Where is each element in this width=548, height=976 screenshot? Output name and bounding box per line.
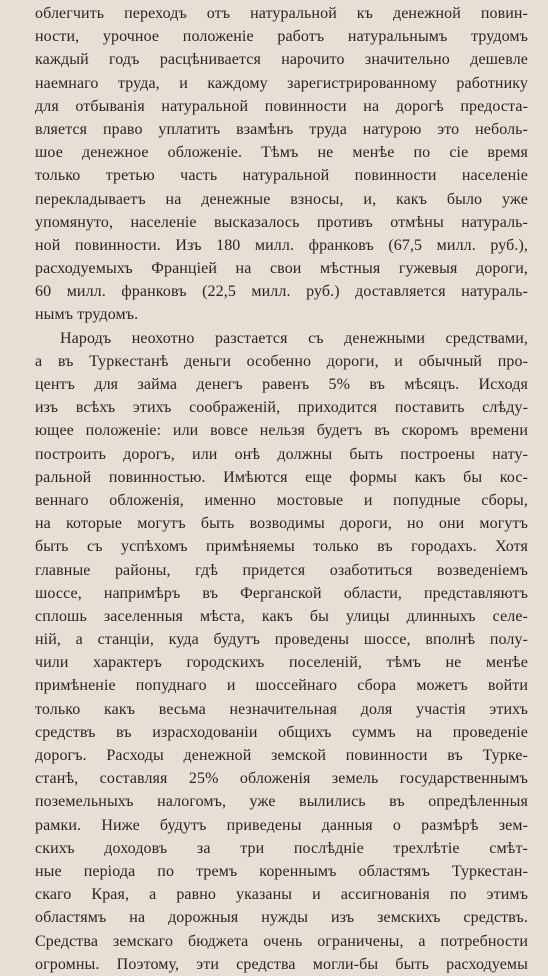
text-line: веннаго обложенія, именно мостовые и попудные сборы, xyxy=(35,491,528,509)
text-line: главные районы, гдѣ придется озаботиться возведеніемъ xyxy=(35,561,528,579)
text-line: шое денежное обложеніе. Тѣмъ не менѣе по сіе время xyxy=(35,144,528,162)
text-line: станѣ, составляя 25% обложенія земель государственнымъ xyxy=(35,770,528,788)
text-line: огромны. Поэтому, эти средства могли-бы быть расходуемы xyxy=(35,955,528,973)
text-line: центъ для займа денегъ равенъ 5% въ мѣсяцъ. Исходя xyxy=(35,376,528,393)
text-line: поземельныхъ налогомъ, уже вылились въ опредѣленныя xyxy=(35,793,528,811)
text-line: 60 милл. франковъ (22,5 милл. руб.) доставляется натураль- xyxy=(35,283,528,301)
text-line: для отбыванія натуральной повинности на дорогѣ предоста- xyxy=(35,97,528,115)
text-line: перекладываетъ на денежные взносы, и, какъ было уже xyxy=(35,190,528,208)
text-line: Средства земскаго бюджета очень ограничены, а потребности xyxy=(35,932,528,950)
text-line: упомянуто, населеніе высказалось противъ отмѣны натураль- xyxy=(35,213,528,231)
text-line: каждый годъ расцѣнивается нарочито значительно дешевле xyxy=(35,51,528,69)
text-line: ности, урочное положеніе работъ натуральнымъ трудомъ xyxy=(35,28,528,46)
text-line: примѣненіе попуднаго и шоссейнаго сбора можетъ войти xyxy=(35,677,528,695)
text-line: расходуемыхъ Франціей на свои мѣстныя гужевыя дороги, xyxy=(35,260,528,278)
text-line: областямъ на дорожныя нужды изъ земскихъ средствъ. xyxy=(35,909,528,927)
text-line: сплошь заселенныя мѣста, какъ бы улицы длинныхъ селе- xyxy=(35,607,528,625)
text-line: ной повинности. Изъ 180 милл. франковъ (67,5 милл. руб.), xyxy=(35,236,528,254)
text-line: только третью часть натуральной повинности населеніе xyxy=(35,167,528,185)
text-line: средствъ въ израсходованіи общихъ суммъ на проведеніе xyxy=(35,723,528,741)
text-line: шоссе, напримѣръ въ Ферганской области, представляютъ xyxy=(35,584,528,602)
text-line: ній, а станціи, куда будутъ проведены шоссе, вполнѣ полу- xyxy=(35,631,528,649)
text-line: только какъ весьма незначительная доля участія этихъ xyxy=(35,700,528,718)
page-text xyxy=(35,2,528,976)
text-line: на которые могутъ быть возводимы дороги, но они могутъ xyxy=(35,515,528,533)
text-line: наемнаго труда, и каждому зарегистрированному работнику xyxy=(35,74,528,92)
text-line: дорогъ. Расходы денежной земской повинности въ Турке- xyxy=(35,747,528,764)
text-line: чили характеръ городскихъ поселеній, тѣмъ не менѣе xyxy=(35,654,528,672)
text-line: ющее положеніе: или вовсе нельзя будетъ въ скоромъ времени xyxy=(35,422,528,440)
text-line: ные періода по тремъ кореннымъ областямъ Туркестан- xyxy=(35,862,528,880)
text-line: изъ всѣхъ этихъ соображеній, приходится поставить слѣду- xyxy=(35,399,528,417)
text-line: скаго Края, а равно указаны и ассигнованія по этимъ xyxy=(35,886,528,904)
text-line: рамки. Ниже будутъ приведены данныя о размѣрѣ зем- xyxy=(35,816,528,834)
text-line: вляется право уплатить взамѣнъ труда натурою это неболь- xyxy=(35,120,528,138)
text-line: нымъ трудомъ. xyxy=(35,306,139,324)
text-line: скихъ доходовъ за три послѣдніе трехлѣтіе смѣт- xyxy=(35,839,528,857)
text-line: построить дорогъ, или онѣ должны быть построены нату- xyxy=(35,445,528,463)
text-line: ральной повинностью. Имѣются еще формы какъ бы кос- xyxy=(35,468,528,486)
text-line: быть съ успѣхомъ примѣняемы только въ городахъ. Хотя xyxy=(35,538,528,556)
text-line: Народъ неохотно разстается съ денежными средствами, xyxy=(60,329,528,347)
text-line: а въ Туркестанѣ деньги особенно дороги, и обычный про- xyxy=(35,352,528,370)
text-line: облегчить переходъ отъ натуральной къ денежной повин- xyxy=(35,5,528,22)
